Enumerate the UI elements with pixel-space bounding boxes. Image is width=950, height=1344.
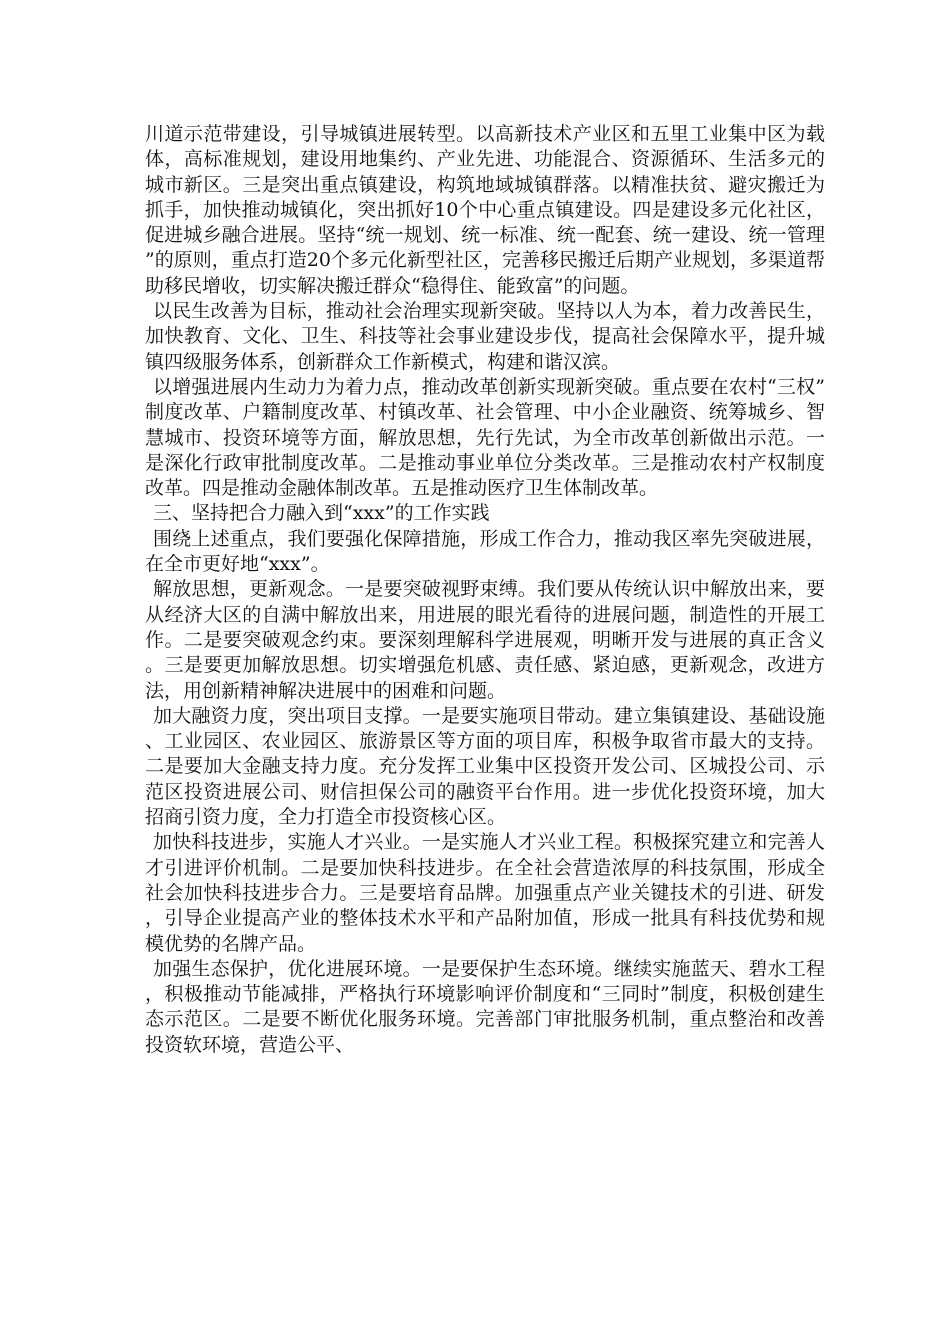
paragraph-urban-construction: 川道示范带建设，引导城镇进展转型。以高新技术产业区和五里工业集中区为载体，高标准规划，建设用地集约、产业先进、功能混合、资源循环、生活多元的城市新区。三是突出重点镇建设，构筑地域城镇群落。以精准扶贫、避灾搬迁为抓手，加快推动城镇化，突出抓好10个中心重点镇建设。四是建设多元化社区，促进城乡融合进展。坚持“统一规划、统一标准、统一配套、统一建设、统一管理”的原则，重点打造20个多元化新型社区，完善移民搬迁后期产业规划，多渠道帮助移民增收，切实解决搬迁群众“稳得住、能致富”的问题。 xyxy=(145,123,825,297)
paragraph-technology-talent: 加快科技进步，实施人才兴业。一是实施人才兴业工程。积极探究建立和完善人才引进评价机制。二是要加快科技进步。在全社会营造浓厚的科技氛围，形成全社会加快科技进步合力。三是要培育品牌。加强重点产业关键技术的引进、研发，引导企业提高产业的整体技术水平和产品附加值，形成一批具有科技优势和规模优势的名牌产品。 xyxy=(145,831,825,955)
paragraph-ecology: 加强生态保护，优化进展环境。一是要保护生态环境。继续实施蓝天、碧水工程，积极推动节能减排，严格执行环境影响评价制度和“三同时”制度，积极创建生态示范区。二是要不断优化服务环境。完善部门审批服务机制，重点整治和改善投资软环境，营造公平、 xyxy=(145,957,825,1056)
paragraph-reform: 以增强进展内生动力为着力点，推动改革创新实现新突破。重点要在农村“三权”制度改革、户籍制度改革、村镇改革、社会管理、中小企业融资、统筹城乡、智慧城市、投资环境等方面，解放思想，先行先试，为全市改革创新做出示范。一是深化行政审批制度改革。二是推动事业单位分类改革。三是推动农村产权制度改革。四是推动金融体制改革。五是推动医疗卫生体制改革。 xyxy=(145,375,825,500)
paragraph-financing: 加大融资力度，突出项目支撑。一是要实施项目带动。建立集镇建设、基础设施、工业园区、农业园区、旅游景区等方面的项目库，积极争取省市最大的支持。二是要加大金融支持力度。充分发挥工业集中区投资开发公司、区城投公司、示范区投资进展公司、财信担保公司的融资平台作用。进一步优化投资环境，加大招商引资力度，全力打造全市投资核心区。 xyxy=(145,704,825,829)
paragraph-measures-intro: 围绕上述重点，我们要强化保障措施，形成工作合力，推动我区率先突破进展，在全市更好地“xxx”。 xyxy=(145,527,825,576)
paragraph-emancipate-thinking: 解放思想，更新观念。一是要突破视野束缚。我们要从传统认识中解放出来，要从经济大区的自满中解放出来，用进展的眼光看待的进展问题，制造性的开展工作。二是要突破观念约束。要深刻理解科学进展观，明晰开发与进展的真正含义。三是要更加解放思想。切实增强危机感、责任感、紧迫感，更新观念，改进方法，用创新精神解决进展中的困难和问题。 xyxy=(145,578,825,702)
document-body xyxy=(145,122,825,1058)
section-heading-three: 三、坚持把合力融入到“xxx”的工作实践 xyxy=(153,502,490,525)
paragraph-livelihood: 以民生改善为目标，推动社会治理实现新突破。坚持以人为本，着力改善民生，加快教育、文化、卫生、科技等社会事业建设步伐，提高社会保障水平，提升城镇四级服务体系，创新群众工作新模式，构建和谐汉滨。 xyxy=(145,300,825,373)
